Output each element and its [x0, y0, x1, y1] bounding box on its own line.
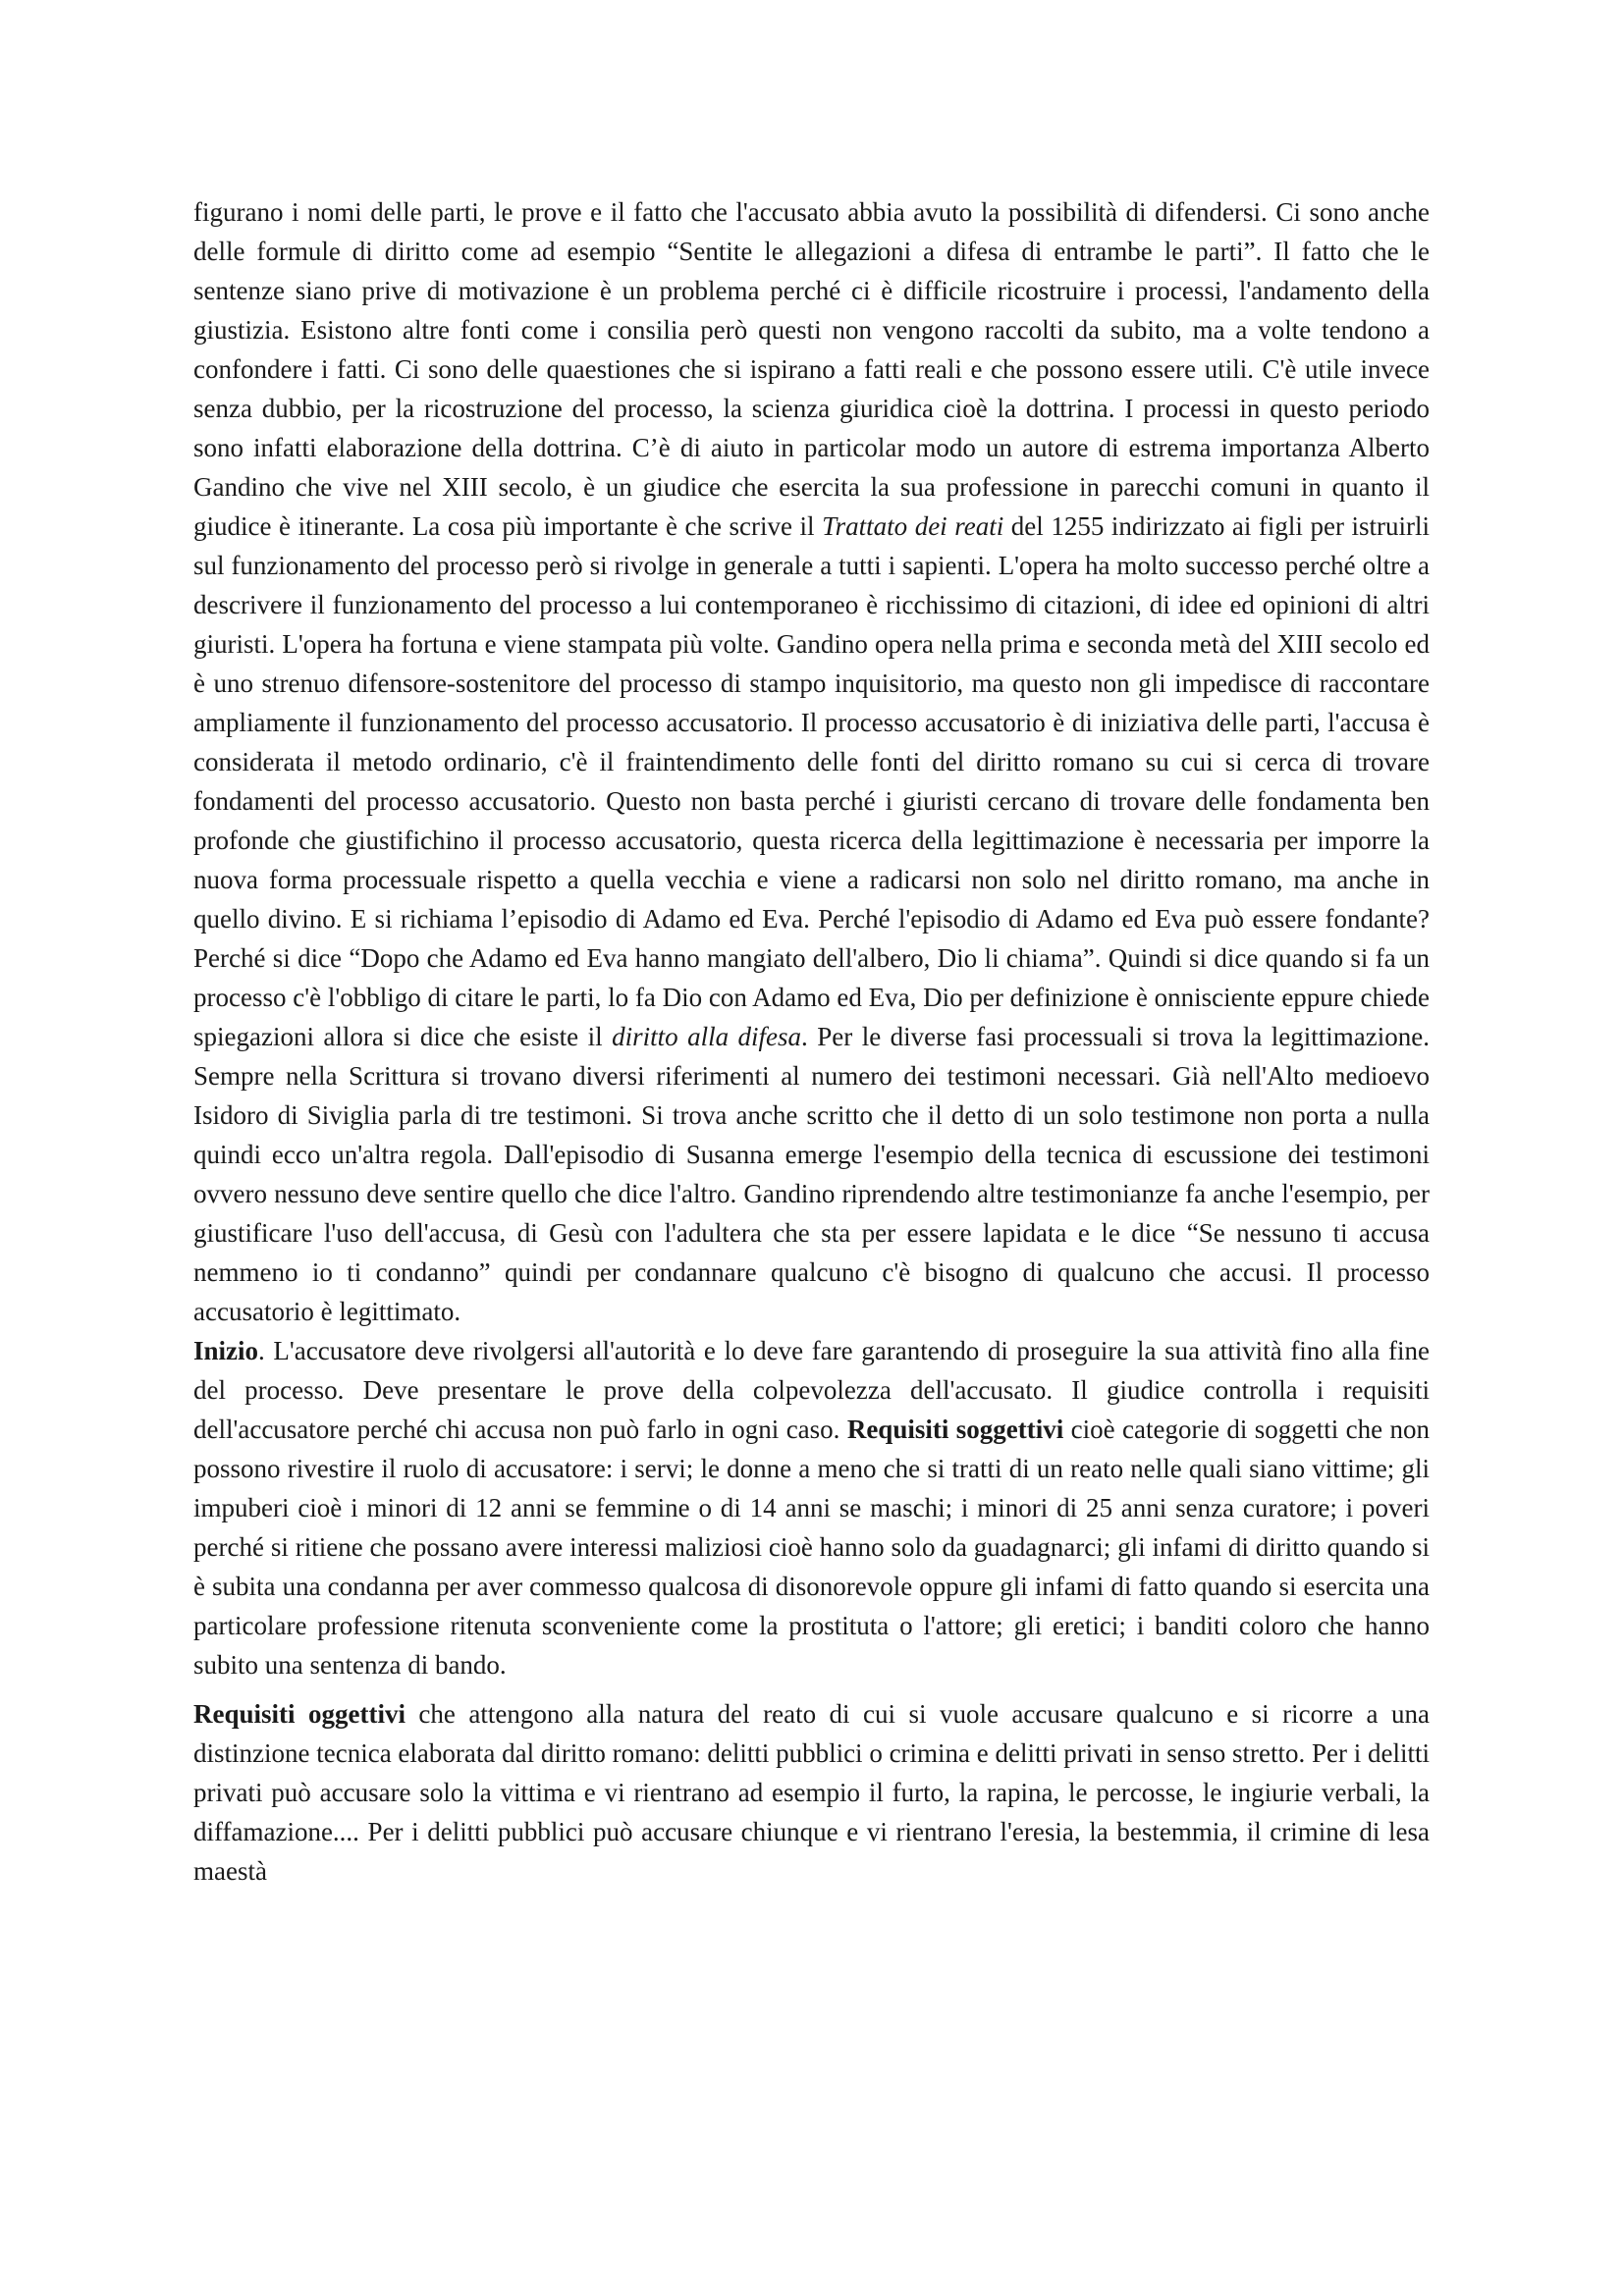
italic-emphasis: diritto alla difesa: [612, 1022, 802, 1051]
bold-heading: Inizio: [193, 1336, 259, 1365]
bold-heading: Requisiti oggettivi: [193, 1699, 406, 1729]
body-text: [193, 192, 1430, 1891]
text-run: . L'accusatore deve rivolgersi all'autorità e lo deve fare garantendo di proseguire la sua attività fino alla fine del processo. Deve presentare le prove della colpevolezza dell'accusato. Il giudice controlla i requisiti dell'accusatore perché chi accusa non può farlo in ogni caso.: [193, 1336, 1430, 1444]
text-run: cioè categorie di soggetti che non possono rivestire il ruolo di accusatore: i servi; le donne a meno che si tratti di un reato nelle quali siano vittime; gli impuberi cioè i minori di 12 anni se femmine o di 14 anni se maschi; i minori di 25 anni senza curatore; i poveri perché si ritiene che possano avere interessi maliziosi cioè hanno solo da guadagnarci; gli infami di diritto quando si è subita una condanna per aver commesso qualcosa di disonorevole oppure gli infami di fatto quando si esercita una particolare professione ritenuta sconveniente come la prostituta o l'attore; gli eretici; i banditi coloro che hanno subito una sentenza di bando.: [193, 1415, 1430, 1680]
text-run: che attengono alla natura del reato di cui si vuole accusare qualcuno e si ricorre a una distinzione tecnica elaborata dal diritto romano: delitti pubblici o crimina e delitti privati in senso stretto. Per i delitti privati può accusare solo la vittima e vi rientrano ad esempio il furto, la rapina, le percosse, le ingiurie verbali, la diffamazione.... Per i delitti pubblici può accusare chiunque e vi rientrano l'eresia, la bestemmia, il crimine di lesa maestà: [193, 1699, 1430, 1886]
bold-heading: Requisiti soggettivi: [846, 1415, 1064, 1444]
text-run: figurano i nomi delle parti, le prove e il fatto che l'accusato abbia avuto la possibilità di difendersi. Ci sono anche delle formule di diritto come ad esempio “Sentite le allegazioni a difesa di entrambe le parti”. Il fatto che le sentenze siano prive di motivazione è un problema perché ci è difficile ricostruire i processi, l'andamento della giustizia. Esistono altre fonti come i consilia però questi non vengono raccolti da subito, ma a volte tendono a confondere i fatti. Ci sono delle quaestiones che si ispirano a fatti reali e che possono essere utili. C'è utile invece senza dubbio, per la ricostruzione del processo, la scienza giuridica cioè la dottrina. I processi in questo periodo sono infatti elaborazione della dottrina. C’è di aiuto in particolar modo un autore di estrema importanza Alberto Gandino che vive nel XIII secolo, è un giudice che esercita la sua professione in parecchi comuni in quanto il giudice è itinerante. La cosa più importante è che scrive il: [193, 197, 1430, 541]
text-run: . Per le diverse fasi processuali si trova la legittimazione. Sempre nella Scrittura si trovano diversi riferimenti al numero dei testimoni necessari. Già nell'Alto medioevo Isidoro di Siviglia parla di tre testimoni. Si trova anche scritto che il detto di un solo testimone non porta a nulla quindi ecco un'altra regola. Dall'episodio di Susanna emerge l'esempio della tecnica di escussione dei testimoni ovvero nessuno deve sentire quello che dice l'altro. Gandino riprendendo altre testimonianze fa anche l'esempio, per giustificare l'uso dell'accusa, di Gesù con l'adultera che sta per essere lapidata e le dice “Se nessuno ti accusa nemmeno io ti condanno” quindi per condannare qualcuno c'è bisogno di qualcuno che accusi. Il processo accusatorio è legittimato.: [193, 1022, 1430, 1326]
text-run: del 1255 indirizzato ai figli per istruirli sul funzionamento del processo però si rivolge in generale a tutti i sapienti. L'opera ha molto successo perché oltre a descrivere il funzionamento del processo a lui contemporaneo è ricchissimo di citazioni, di idee ed opinioni di altri giuristi. L'opera ha fortuna e viene stampata più volte. Gandino opera nella prima e seconda metà del XIII secolo ed è uno strenuo difensore-sostenitore del processo di stampo inquisitorio, ma questo non gli impedisce di raccontare ampliamente il funzionamento del processo accusatorio. Il processo accusatorio è di iniziativa delle parti, l'accusa è considerata il metodo ordinario, c'è il fraintendimento delle fonti del diritto romano su cui si cerca di trovare fondamenti del processo accusatorio. Questo non basta perché i giuristi cercano di trovare delle fondamenta ben profonde che giustifichino il processo accusatorio, questa ricerca della legittimazione è necessaria per imporre la nuova forma processuale rispetto a quella vecchia e viene a radicarsi non solo nel diritto romano, ma anche in quello divino. E si richiama l’episodio di Adamo ed Eva. Perché l'episodio di Adamo ed Eva può essere fondante? Perché si dice “Dopo che Adamo ed Eva hanno mangiato dell'albero, Dio li chiama”. Quindi si dice quando si fa un processo c'è l'obbligo di citare le parti, lo fa Dio con Adamo ed Eva, Dio per definizione è onnisciente eppure chiede spiegazioni allora si dice che esiste il: [193, 511, 1431, 1051]
paragraph-inizio: [193, 1331, 1430, 1684]
paragraph-process-history: [193, 192, 1430, 1331]
paragraph-requisiti-oggettivi: [193, 1694, 1430, 1891]
italic-emphasis: Trattato dei reati: [822, 511, 1004, 541]
